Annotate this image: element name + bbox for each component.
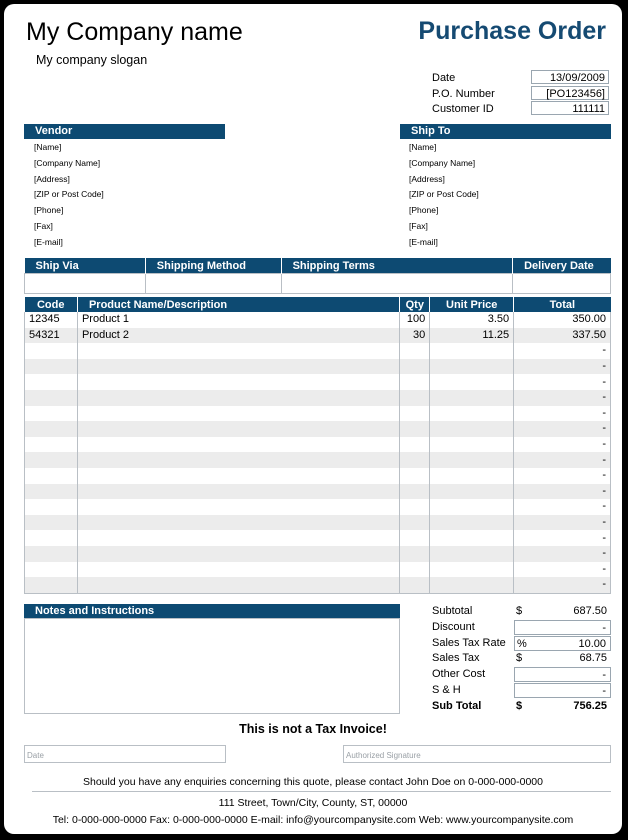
item-code-cell[interactable] (25, 484, 78, 500)
summary-label: Sub Total (432, 699, 482, 712)
item-unit-price-cell[interactable] (430, 437, 514, 453)
ship-to-name[interactable]: [Name] (409, 142, 437, 152)
item-unit-price-cell[interactable] (430, 421, 514, 437)
summary-value-field (514, 604, 611, 619)
item-total-cell: - (514, 406, 611, 422)
item-row (25, 530, 611, 546)
item-code-cell[interactable] (25, 343, 78, 359)
item-qty-cell[interactable] (400, 515, 430, 531)
item-total-cell: - (514, 390, 611, 406)
item-qty-cell[interactable] (400, 374, 430, 390)
shipping-method-header: Shipping Method (145, 258, 281, 274)
item-qty-cell[interactable] (400, 530, 430, 546)
summary-value: - (602, 621, 606, 634)
item-unit-price-cell[interactable]: 3.50 (430, 312, 514, 328)
ship-to-header: Ship To (400, 124, 611, 139)
summary-value-field[interactable] (514, 620, 611, 635)
item-code-cell[interactable]: 54321 (25, 328, 78, 344)
item-qty-cell[interactable] (400, 562, 430, 578)
vendor-fax[interactable]: [Fax] (34, 220, 53, 231)
ship-to-address[interactable]: [Address] (409, 173, 445, 184)
item-code-cell[interactable] (25, 452, 78, 468)
item-code-cell[interactable] (25, 468, 78, 484)
ship-via-cell[interactable] (25, 274, 146, 294)
item-qty-cell[interactable] (400, 546, 430, 562)
summary-value: - (602, 669, 606, 682)
summary-value: 68.75 (579, 652, 607, 665)
shipping-table (24, 258, 611, 294)
item-description-cell[interactable] (77, 374, 399, 390)
item-qty-cell[interactable] (400, 577, 430, 593)
summary-value-field (514, 651, 611, 666)
item-total-cell: - (514, 374, 611, 390)
item-code-cell[interactable] (25, 515, 78, 531)
date-signature-field[interactable]: Date (24, 745, 226, 763)
item-unit-price-cell[interactable] (430, 452, 514, 468)
vendor-zip[interactable]: [ZIP or Post Code] (34, 189, 104, 200)
shipping-terms-header: Shipping Terms (281, 258, 513, 274)
vendor-address-block (34, 142, 104, 253)
item-code-cell[interactable] (25, 577, 78, 593)
purchase-order-page (4, 4, 622, 834)
footer-divider (32, 791, 611, 792)
summary-label: Sales Tax (432, 652, 480, 665)
item-total-cell: - (514, 499, 611, 515)
item-code-cell[interactable] (25, 421, 78, 437)
description-column-header: Product Name/Description (77, 297, 399, 312)
item-qty-cell[interactable]: 30 (400, 328, 430, 344)
item-qty-cell[interactable] (400, 421, 430, 437)
item-description-cell[interactable] (77, 562, 399, 578)
item-row (25, 468, 611, 484)
summary-value: 756.25 (573, 699, 607, 712)
summary-currency: % (517, 637, 527, 650)
po-number-label: P.O. Number (432, 88, 495, 100)
item-row (25, 328, 611, 344)
item-total-cell: - (514, 437, 611, 453)
summary-value-field (514, 699, 611, 714)
summary-currency: $ (516, 699, 523, 712)
item-unit-price-cell[interactable] (430, 359, 514, 375)
summary-currency: $ (516, 652, 523, 665)
item-qty-cell[interactable] (400, 359, 430, 375)
item-unit-price-cell[interactable] (430, 468, 514, 484)
not-tax-invoice-notice: This is not a Tax Invoice! (239, 722, 387, 736)
item-total-cell: - (514, 452, 611, 468)
item-description-cell[interactable] (77, 421, 399, 437)
item-qty-cell[interactable] (400, 468, 430, 484)
item-row (25, 390, 611, 406)
item-description-cell[interactable] (77, 390, 399, 406)
item-total-cell: - (514, 468, 611, 484)
item-description-cell[interactable] (77, 530, 399, 546)
date-field[interactable]: 13/09/2009 (531, 70, 609, 84)
item-unit-price-cell[interactable] (430, 546, 514, 562)
item-unit-price-cell[interactable]: 11.25 (430, 328, 514, 344)
item-row (25, 577, 611, 593)
company-name[interactable]: My Company name (26, 18, 243, 46)
summary-value: 687.50 (573, 605, 607, 617)
item-unit-price-cell[interactable] (430, 515, 514, 531)
enquiries-text: Should you have any enquiries concerning this quote, please contact John Doe on 0-000-000-0000 (83, 776, 543, 788)
item-qty-cell[interactable] (400, 452, 430, 468)
item-total-cell: 350.00 (514, 312, 611, 328)
item-qty-cell[interactable] (400, 406, 430, 422)
item-code-cell[interactable] (25, 374, 78, 390)
item-code-cell[interactable] (25, 562, 78, 578)
shipping-method-cell[interactable] (145, 274, 281, 294)
item-qty-cell[interactable] (400, 343, 430, 359)
customer-id-label: Customer ID (432, 103, 494, 115)
ship-to-phone[interactable]: [Phone] (409, 205, 439, 216)
item-code-cell[interactable] (25, 406, 78, 422)
summary-value-field[interactable] (514, 667, 611, 682)
vendor-email[interactable]: [E-mail] (34, 236, 63, 247)
date-label: Date (432, 72, 456, 84)
items-table (24, 297, 611, 594)
item-row (25, 437, 611, 453)
document-title: Purchase Order (418, 17, 606, 45)
company-address: 111 Street, Town/City, County, ST, 00000 (218, 797, 408, 809)
item-total-cell: - (514, 562, 611, 578)
customer-id-field[interactable]: 111111 (531, 101, 609, 115)
item-row (25, 421, 611, 437)
item-total-cell: - (514, 546, 611, 562)
item-code-cell[interactable] (25, 390, 78, 406)
item-code-cell[interactable] (25, 546, 78, 562)
item-qty-cell[interactable] (400, 390, 430, 406)
item-row (25, 546, 611, 562)
item-unit-price-cell[interactable] (430, 577, 514, 593)
item-code-cell[interactable] (25, 437, 78, 453)
item-code-cell[interactable] (25, 530, 78, 546)
item-total-cell: - (514, 421, 611, 437)
item-code-cell[interactable] (25, 359, 78, 375)
item-description-cell[interactable] (77, 406, 399, 422)
vendor-phone[interactable]: [Phone] (34, 205, 64, 216)
item-total-cell: 337.50 (514, 328, 611, 344)
ship-to-email[interactable]: [E-mail] (409, 236, 438, 247)
summary-value-field[interactable] (514, 683, 611, 698)
item-total-cell: - (514, 484, 611, 500)
item-unit-price-cell[interactable] (430, 484, 514, 500)
item-description-cell[interactable] (77, 437, 399, 453)
summary-label: Subtotal (432, 605, 473, 617)
item-unit-price-cell[interactable] (430, 374, 514, 390)
item-description-cell[interactable]: Product 2 (77, 328, 399, 344)
item-qty-cell[interactable] (400, 484, 430, 500)
company-contact: Tel: 0-000-000-0000 Fax: 0-000-000-0000 E-mail: info@yourcompanysite.com Web: www.yourcompanysite.com (52, 814, 574, 826)
notes-input[interactable] (24, 618, 400, 714)
vendor-company[interactable]: [Company Name] (34, 157, 101, 168)
item-total-cell: - (514, 530, 611, 546)
summary-value-field[interactable] (514, 636, 611, 651)
item-total-cell: - (514, 343, 611, 359)
item-unit-price-cell[interactable] (430, 406, 514, 422)
company-slogan[interactable]: My company slogan (36, 53, 148, 67)
item-qty-cell[interactable]: 100 (400, 312, 430, 328)
item-total-cell: - (514, 577, 611, 593)
item-description-cell[interactable] (77, 343, 399, 359)
items-body (25, 312, 611, 593)
item-qty-cell[interactable] (400, 437, 430, 453)
item-description-cell[interactable] (77, 359, 399, 375)
summary-currency: $ (516, 605, 523, 617)
item-description-cell[interactable] (77, 499, 399, 515)
item-total-cell: - (514, 515, 611, 531)
item-description-cell[interactable] (77, 546, 399, 562)
item-description-cell[interactable]: Product 1 (77, 312, 399, 328)
po-number-field[interactable]: [PO123456] (531, 86, 609, 100)
delivery-date-cell[interactable] (513, 274, 611, 294)
item-qty-cell[interactable] (400, 499, 430, 515)
unit-price-column-header: Unit Price (430, 297, 514, 312)
item-row (25, 374, 611, 390)
item-row (25, 562, 611, 578)
item-row (25, 515, 611, 531)
summary-label: Other Cost (432, 668, 486, 681)
item-row (25, 452, 611, 468)
item-unit-price-cell[interactable] (430, 530, 514, 546)
item-description-cell[interactable] (77, 452, 399, 468)
summary-value: - (602, 685, 606, 697)
item-description-cell[interactable] (77, 468, 399, 484)
ship-to-zip[interactable]: [ZIP or Post Code] (409, 189, 479, 200)
item-description-cell[interactable] (77, 484, 399, 500)
item-unit-price-cell[interactable] (430, 390, 514, 406)
item-row (25, 359, 611, 375)
shipping-terms-cell[interactable] (281, 274, 513, 294)
authorized-signature-field[interactable]: Authorized Signature (343, 745, 611, 763)
vendor-address[interactable]: [Address] (34, 173, 70, 184)
item-unit-price-cell[interactable] (430, 499, 514, 515)
ship-to-fax[interactable]: [Fax] (409, 220, 428, 231)
notes-header: Notes and Instructions (24, 604, 400, 619)
item-unit-price-cell[interactable] (430, 343, 514, 359)
item-description-cell[interactable] (77, 577, 399, 593)
summary-label: Discount (432, 620, 475, 633)
delivery-date-header: Delivery Date (513, 258, 611, 274)
total-column-header: Total (514, 297, 611, 312)
item-row (25, 406, 611, 422)
item-row (25, 484, 611, 500)
summary-value: 10.00 (578, 637, 606, 650)
item-total-cell: - (514, 359, 611, 375)
item-row (25, 312, 611, 328)
ship-via-header: Ship Via (25, 258, 146, 274)
summary-label: S & H (432, 684, 461, 696)
ship-to-address-block (409, 142, 479, 253)
vendor-header: Vendor (24, 124, 225, 139)
qty-column-header: Qty (400, 297, 430, 312)
item-row (25, 499, 611, 515)
item-row (25, 343, 611, 359)
item-code-cell[interactable] (25, 499, 78, 515)
item-code-cell[interactable]: 12345 (25, 312, 78, 328)
summary-label: Sales Tax Rate (432, 636, 506, 649)
code-column-header: Code (25, 297, 78, 312)
vendor-name[interactable]: [Name] (34, 142, 62, 152)
item-unit-price-cell[interactable] (430, 562, 514, 578)
item-description-cell[interactable] (77, 515, 399, 531)
ship-to-company[interactable]: [Company Name] (409, 157, 476, 168)
